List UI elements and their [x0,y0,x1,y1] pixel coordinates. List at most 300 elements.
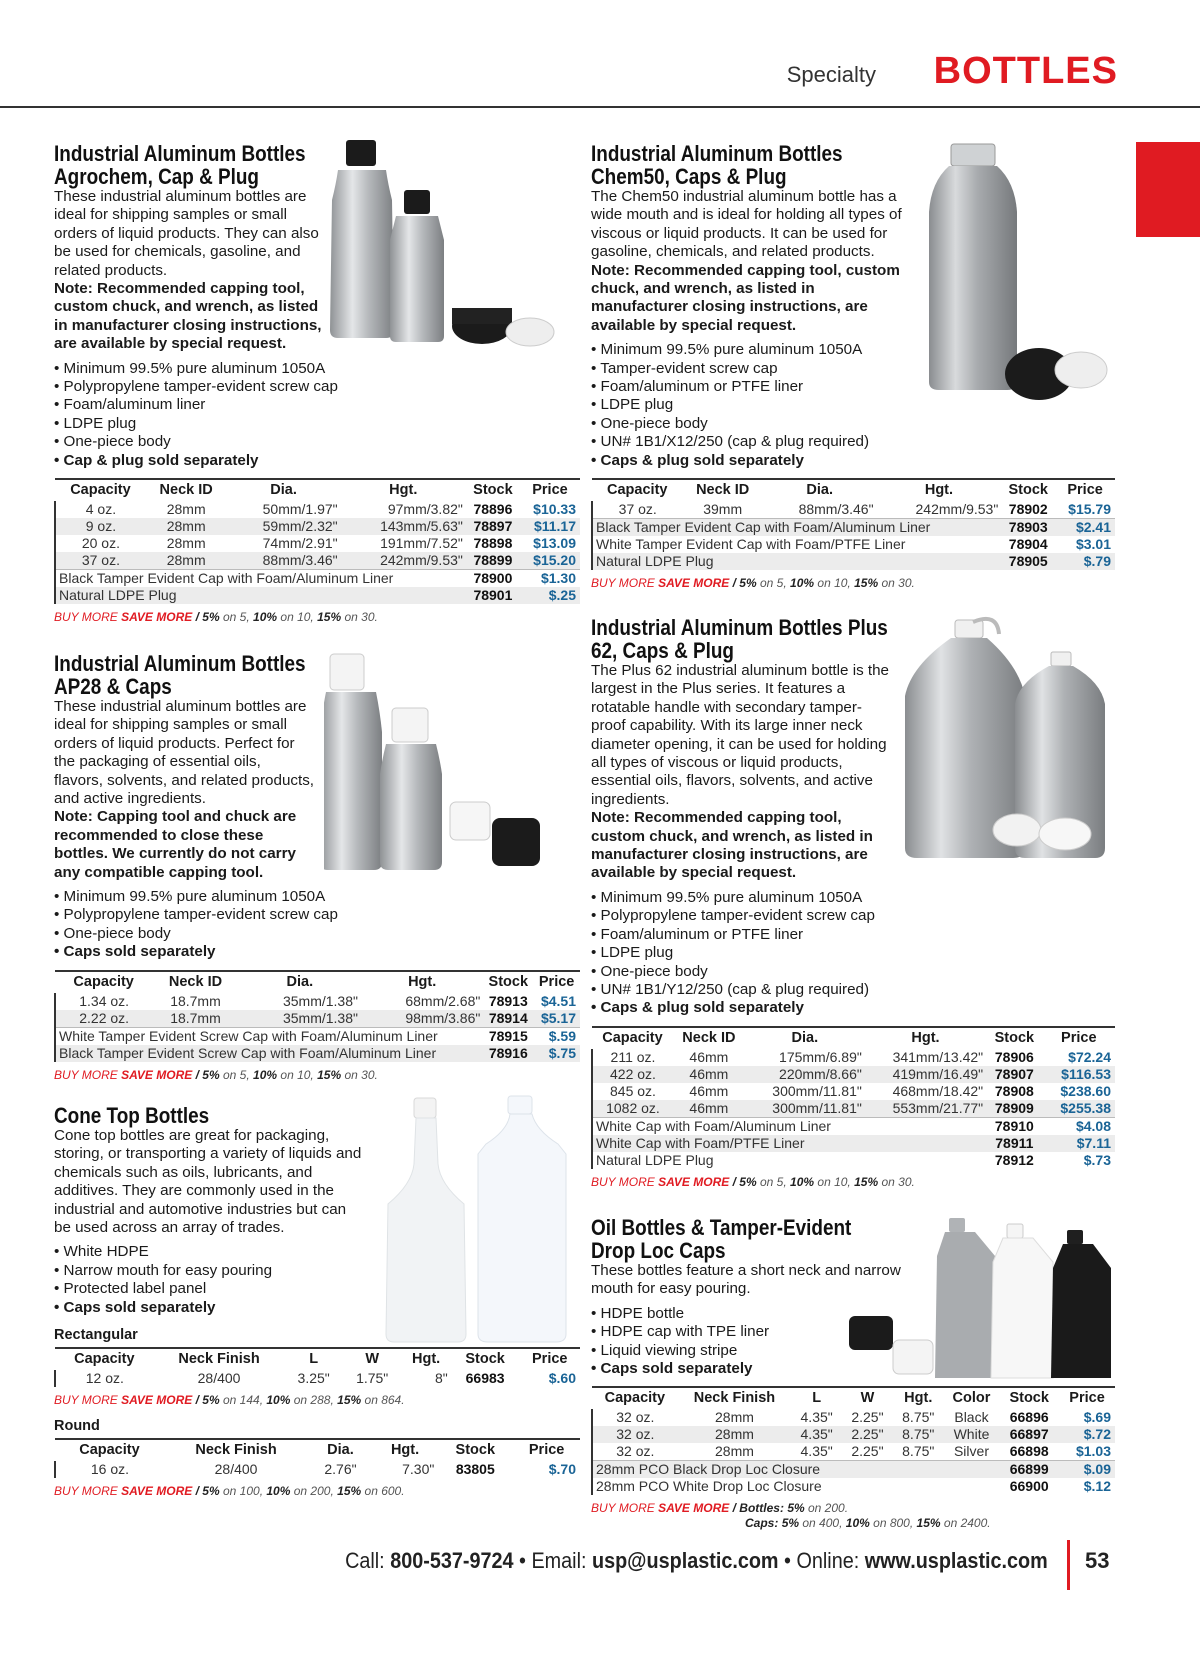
product-title: Cone Top Bottles [54,1103,210,1128]
feature-list [54,360,354,470]
table-row [55,1461,580,1478]
website-link[interactable]: www.usplastic.com [864,1548,1048,1573]
table-cell: 242mm/9.53" [877,501,1002,519]
table-cell: 59mm/2.32" [226,518,340,535]
table-row [592,1461,1115,1479]
feature-item: • Narrow mouth for easy pouring [54,1262,580,1280]
feature-item: • Caps sold separately [54,1299,580,1317]
table-cell: 46mm [673,1049,745,1066]
feature-item: • Polypropylene tamper-evident screw cap [591,907,1115,925]
table-cell: 4 oz. [55,501,146,518]
contact-info [345,1548,1048,1574]
feature-item: • Protected label panel [54,1280,580,1298]
feature-list [591,889,1115,1018]
col-dia: Dia. [763,479,877,501]
col-stock: Stock [1001,479,1055,501]
feature-item: • Caps & plug sold separately [591,999,1115,1017]
spec-table [591,1026,1115,1169]
table-cell: 175mm/6.89" [745,1049,865,1066]
col-stock: Stock [451,1348,520,1370]
table-cell: 37 oz. [592,501,683,519]
volume-discount: BUY MORE SAVE MORE / Bottles: 5% on 200. Caps: 5% on 400, 10% on 800, 15% on 2400. [591,1501,991,1531]
table-cell: $4.08 [1043,1117,1115,1135]
col-hgt: Hgt. [401,1348,450,1370]
table-cell: 2.76" [308,1461,373,1478]
table-cell: 1.75" [343,1370,402,1387]
table-cell: 2.25" [842,1409,893,1426]
table-cell: 4.35" [791,1443,842,1461]
email-link[interactable]: usp@usplastic.com [592,1548,779,1573]
product-agrochem [54,142,580,652]
table-row [592,553,1115,570]
table-cell: White Cap with Foam/PTFE Liner [592,1135,986,1152]
spec-table [591,1386,1115,1495]
volume-discount: BUY MORE SAVE MORE / 5% on 144, 10% on 288, 15% on 864. [54,1393,405,1408]
table-cell: 78908 [986,1083,1042,1100]
feature-item: • Caps & plug sold separately [591,452,1115,470]
table-cell: $13.09 [520,535,580,552]
footer-divider [1067,1540,1070,1590]
table-cell: $.79 [1055,553,1115,570]
product-note: Note: Recommended capping tool, custom chuck, and wrench, as listed in manufacturer closing instructions, are available by special request. [591,809,873,882]
table-row [55,518,580,535]
page-footer [0,1548,1200,1608]
table-cell: 28mm PCO Black Drop Loc Closure [592,1461,999,1479]
table-cell: 300mm/11.81" [745,1083,865,1100]
table-cell: 191mm/7.52" [341,535,466,552]
spec-table [54,1347,580,1387]
table-row [55,1027,580,1045]
table-row [592,501,1115,519]
product-plus62 [591,616,1115,1216]
table-cell: 88mm/3.46" [226,552,340,570]
table-cell: Natural LDPE Plug [592,1152,986,1169]
table-cell: 78909 [986,1100,1042,1118]
table-cell: Silver [944,1443,1000,1461]
col-neck-finish: Neck Finish [164,1439,308,1461]
table-cell: 8.75" [893,1409,944,1426]
col-color: Color [944,1387,1000,1409]
product-description: The Chem50 industrial aluminum bottle has a wide mouth and is ideal for holding all types of viscous or liquid products. It can be used for gasoline, chemicals, and related products. [591,188,902,261]
product-description: Cone top bottles are great for packaging, storing, or transporting a variety of liquids and chemicals such as oils, lubricants, and additives. They are commonly used in the industrial and automotive industries but can be used across an array of trades. [54,1127,362,1237]
table-cell: $1.03 [1059,1443,1115,1461]
table-cell: 4.35" [791,1409,842,1426]
table-cell: 1.34 oz. [55,993,152,1010]
table-cell: 78900 [466,570,520,588]
table-cell: 300mm/11.81" [745,1100,865,1118]
table-cell: $2.41 [1055,519,1115,537]
table-cell: 78906 [986,1049,1042,1066]
product-note: Note: Recommended capping tool, custom chuck, and wrench, as listed in manufacturer closing instructions, are available by special request. [591,261,900,334]
table-cell: $15.79 [1055,501,1115,519]
volume-discount: BUY MORE SAVE MORE / 5% on 5, 10% on 10, 15% on 30. [54,1067,378,1082]
table-row [592,536,1115,553]
col-price: Price [1059,1387,1115,1409]
volume-discount: BUY MORE SAVE MORE / 5% on 5, 10% on 10, 15% on 30. [591,1174,915,1189]
table-cell: 8.75" [893,1443,944,1461]
table-cell: Natural LDPE Plug [592,553,1001,570]
col-dia: Dia. [239,971,361,993]
col-neck-id: Neck ID [152,971,238,993]
table-cell: 78905 [1001,553,1055,570]
table-cell: $116.53 [1043,1066,1115,1083]
feature-item: • Caps sold separately [54,943,580,961]
table-cell: 28mm [678,1409,792,1426]
table-cell: 78901 [466,587,520,604]
table-cell: 66983 [451,1370,520,1387]
col-capacity: Capacity [55,1439,164,1461]
table-row [592,1426,1115,1443]
header-rule [0,106,1200,108]
col-neck-finish: Neck Finish [678,1387,792,1409]
product-title: Industrial Aluminum Bottles Agrochem, Cap & Plug [54,141,306,189]
table-cell: 4.35" [791,1426,842,1443]
col-neck-id: Neck ID [683,479,763,501]
col-price: Price [520,1348,580,1370]
col-hgt: Hgt. [361,971,483,993]
table-cell: $.69 [1059,1409,1115,1426]
volume-discount: BUY MORE SAVE MORE / 5% on 5, 10% on 10, 15% on 30. [591,576,915,591]
table-row [592,1066,1115,1083]
table-cell: $1.30 [520,570,580,588]
feature-item: • UN# 1B1/Y12/250 (cap & plug required) [591,981,1115,999]
table-cell: 8" [401,1370,450,1387]
col-capacity: Capacity [55,971,152,993]
table-cell: $72.24 [1043,1049,1115,1066]
feature-item: • Foam/aluminum or PTFE liner [591,926,1115,944]
table-cell: $10.33 [520,501,580,518]
table-cell: 211 oz. [592,1049,673,1066]
online-label: • Online: [784,1548,860,1573]
table-cell: $11.17 [520,518,580,535]
table-row [55,501,580,518]
cone-top-bottles-image [378,1094,578,1344]
feature-item: • Minimum 99.5% pure aluminum 1050A [591,889,1115,907]
table-cell: Black Tamper Evident Screw Cap with Foam/Aluminum Liner [55,1045,483,1062]
table-cell: 78903 [1001,519,1055,537]
phone-number[interactable]: 800-537-9724 [390,1548,514,1573]
spec-table [54,970,580,1062]
volume-discount: BUY MORE SAVE MORE / 5% on 100, 10% on 200, 15% on 600. [54,1484,405,1499]
table-cell: 1082 oz. [592,1100,673,1118]
right-column [591,142,1115,1531]
table-cell: White Tamper Evident Cap with Foam/PTFE Liner [592,536,1001,553]
product-ap28 [54,652,580,1104]
feature-item: • Tamper-evident screw cap [591,360,1115,378]
table-cell: White Tamper Evident Screw Cap with Foam/Aluminum Liner [55,1027,483,1045]
table-cell: 46mm [673,1066,745,1083]
table-cell: 28mm PCO White Drop Loc Closure [592,1478,999,1495]
feature-item: • Minimum 99.5% pure aluminum 1050A [54,360,354,378]
table-cell: 2.25" [842,1426,893,1443]
product-description: These industrial aluminum bottles are ideal for shipping samples or small orders of liquid products. Perfect for the packaging of essential oils, flavors, solvents, and related products, and active ingredients. [54,698,315,808]
table-cell: 74mm/2.91" [226,535,340,552]
col-dia: Dia. [745,1027,865,1049]
col-capacity: Capacity [592,1387,678,1409]
table-cell: 3.25" [284,1370,343,1387]
table-row [592,1409,1115,1426]
col-stock: Stock [999,1387,1059,1409]
feature-item: • LDPE plug [54,415,354,433]
table-cell: $3.01 [1055,536,1115,553]
table-cell: $.70 [513,1461,580,1478]
table-cell: 553mm/21.77" [865,1100,986,1118]
table-cell: 78916 [483,1045,533,1062]
table-cell: 28mm [146,501,227,518]
table-cell: 66897 [999,1426,1059,1443]
table-cell: 28/400 [154,1370,285,1387]
table-cell: 78911 [986,1135,1042,1152]
table-cell: 66899 [999,1461,1059,1479]
table-cell: White [944,1426,1000,1443]
product-cone-top [54,1104,580,1499]
table-row [592,519,1115,537]
table-cell: 28mm [146,518,227,535]
feature-item: • Polypropylene tamper-evident screw cap [54,906,580,924]
table-cell: 68mm/2.68" [361,993,483,1010]
feature-item: • One-piece body [591,963,1115,981]
table-cell: Black Tamper Evident Cap with Foam/Aluminum Liner [55,570,466,588]
product-note: Note: Capping tool and chuck are recommended to close these bottles. We currently do not carry any compatible capping tool. [54,808,297,881]
table-cell: 28mm [146,535,227,552]
table-cell: 88mm/3.46" [763,501,877,519]
col-dia: Dia. [226,479,340,501]
table-cell: 78897 [466,518,520,535]
spec-table [591,478,1115,570]
section-title: BOTTLES [933,50,1118,92]
table-row [55,993,580,1010]
table-cell: 37 oz. [55,552,146,570]
table-row [592,1100,1115,1118]
table-row [55,552,580,570]
table-cell: 78899 [466,552,520,570]
table-cell: 422 oz. [592,1066,673,1083]
feature-item: • Caps sold separately [591,1360,1115,1378]
table-cell: 220mm/8.66" [745,1066,865,1083]
table-cell: $.09 [1059,1461,1115,1479]
col-neck-id: Neck ID [673,1027,745,1049]
table-cell: 98mm/3.86" [361,1010,483,1028]
feature-item: • Foam/aluminum liner [54,396,354,414]
aluminum-bottles-image [324,652,574,882]
col-hgt: Hgt. [865,1027,986,1049]
feature-item: • Foam/aluminum or PTFE liner [591,378,1115,396]
table-cell: $.25 [520,587,580,604]
product-description: The Plus 62 industrial aluminum bottle is the largest in the Plus series. It features a rotatable handle with secondary tamper-proof capability. With its large inner neck diameter opening, it can be used for holding all types of viscous or liquid products, essential oils, flavors, solvents, and active ingredients. [591,662,889,808]
table-cell: 12 oz. [55,1370,154,1387]
table-cell: Black Tamper Evident Cap with Foam/Aluminum Liner [592,519,1001,537]
subhead-round: Round [54,1418,100,1435]
spec-table [54,478,580,604]
email-label: • Email: [519,1548,587,1573]
feature-item: • Polypropylene tamper-evident screw cap [54,378,354,396]
table-cell: 7.30" [373,1461,438,1478]
table-cell: 78902 [1001,501,1055,519]
table-cell: 39mm [683,501,763,519]
oil-bottles-image [845,1216,1115,1382]
section-tab [1136,142,1200,237]
product-title: Industrial Aluminum Bottles Chem50, Caps & Plug [591,141,843,189]
table-cell: $.75 [533,1045,580,1062]
table-cell: 18.7mm [152,993,238,1010]
aluminum-jug-image [901,616,1115,866]
col-l: L [791,1387,842,1409]
feature-item: • One-piece body [54,925,580,943]
spec-table [54,1438,580,1478]
category-label: Specialty [786,62,876,87]
feature-item: • HDPE cap with TPE liner [591,1323,1115,1341]
table-cell: 9 oz. [55,518,146,535]
table-cell: 28mm [678,1443,792,1461]
feature-item: • Minimum 99.5% pure aluminum 1050A [591,341,1115,359]
table-cell: $.60 [520,1370,580,1387]
product-note: Note: Recommended capping tool, custom chuck, and wrench, as listed in manufacturer closing instructions, are available by special request. [54,280,322,353]
table-cell: 66898 [999,1443,1059,1461]
product-description: These bottles feature a short neck and narrow mouth for easy pouring. [591,1262,901,1298]
col-hgt: Hgt. [373,1439,438,1461]
table-cell: 78914 [483,1010,533,1028]
page-number: 53 [1085,1548,1110,1573]
table-cell: 78910 [986,1117,1042,1135]
table-cell: 32 oz. [592,1409,678,1426]
table-cell: 66900 [999,1478,1059,1495]
table-cell: 66896 [999,1409,1059,1426]
table-row [55,570,580,588]
volume-discount: BUY MORE SAVE MORE / 5% on 5, 10% on 10, 15% on 30. [54,610,378,625]
col-capacity: Capacity [55,1348,154,1370]
feature-item: • One-piece body [591,415,1115,433]
col-price: Price [533,971,580,993]
col-w: W [842,1387,893,1409]
table-row [55,587,580,604]
col-stock: Stock [986,1027,1042,1049]
table-cell: 143mm/5.63" [341,518,466,535]
col-neck-id: Neck ID [146,479,227,501]
table-cell: 468mm/18.42" [865,1083,986,1100]
col-stock: Stock [466,479,520,501]
table-cell: 78915 [483,1027,533,1045]
table-row [592,1478,1115,1495]
feature-item: • One-piece body [54,433,354,451]
feature-list [54,888,580,962]
col-price: Price [1055,479,1115,501]
col-capacity: Capacity [592,479,683,501]
table-cell: 341mm/13.42" [865,1049,986,1066]
table-cell: 28mm [146,552,227,570]
table-cell: $7.11 [1043,1135,1115,1152]
table-cell: 16 oz. [55,1461,164,1478]
table-row [592,1049,1115,1066]
table-cell: $5.17 [533,1010,580,1028]
table-cell: $.59 [533,1027,580,1045]
feature-item: • Minimum 99.5% pure aluminum 1050A [54,888,580,906]
table-cell: $.73 [1043,1152,1115,1169]
table-cell: Black [944,1409,1000,1426]
table-cell: Natural LDPE Plug [55,587,466,604]
table-row [55,1045,580,1062]
col-neck-finish: Neck Finish [154,1348,285,1370]
table-cell: $238.60 [1043,1083,1115,1100]
col-dia: Dia. [308,1439,373,1461]
aluminum-bottle-image [921,142,1111,412]
table-cell: $.12 [1059,1478,1115,1495]
table-cell: $15.20 [520,552,580,570]
table-cell: 50mm/1.97" [226,501,340,518]
table-cell: 28mm [678,1426,792,1443]
table-cell: 2.22 oz. [55,1010,152,1028]
col-stock: Stock [483,971,533,993]
col-capacity: Capacity [592,1027,673,1049]
subhead-rectangular: Rectangular [54,1327,138,1344]
table-cell: 35mm/1.38" [239,993,361,1010]
table-row [592,1117,1115,1135]
table-cell: 20 oz. [55,535,146,552]
table-row [592,1152,1115,1169]
table-row [55,535,580,552]
table-cell: 78913 [483,993,533,1010]
feature-item: • White HDPE [54,1243,580,1261]
product-title: Industrial Aluminum Bottles Plus 62, Caps & Plug [591,615,888,663]
col-hgt: Hgt. [893,1387,944,1409]
col-price: Price [1043,1027,1115,1049]
product-title: Oil Bottles & Tamper-Evident Drop Loc Caps [591,1215,852,1263]
table-cell: 845 oz. [592,1083,673,1100]
feature-item: • UN# 1B1/X12/250 (cap & plug required) [591,433,1115,451]
table-cell: 97mm/3.82" [341,501,466,518]
table-row [592,1443,1115,1461]
table-cell: $.72 [1059,1426,1115,1443]
table-cell: 32 oz. [592,1426,678,1443]
table-row [55,1010,580,1028]
product-title: Industrial Aluminum Bottles AP28 & Caps [54,651,306,699]
table-cell: 2.25" [842,1443,893,1461]
col-l: L [284,1348,343,1370]
product-chem50 [591,142,1115,616]
table-cell: 78896 [466,501,520,518]
table-row [592,1135,1115,1152]
table-cell: 32 oz. [592,1443,678,1461]
col-price: Price [513,1439,580,1461]
aluminum-bottles-image [324,140,574,370]
col-price: Price [520,479,580,501]
table-cell: 242mm/9.53" [341,552,466,570]
call-label: Call: [345,1548,385,1573]
col-hgt: Hgt. [877,479,1002,501]
table-cell: 78912 [986,1152,1042,1169]
table-row [592,1083,1115,1100]
table-cell: 419mm/16.49" [865,1066,986,1083]
feature-item: • LDPE plug [591,396,1115,414]
feature-item: • Cap & plug sold separately [54,452,354,470]
col-capacity: Capacity [55,479,146,501]
table-row [55,1370,580,1387]
table-cell: $255.38 [1043,1100,1115,1118]
table-cell: 18.7mm [152,1010,238,1028]
page-header [0,0,1200,108]
table-cell: $4.51 [533,993,580,1010]
table-cell: 78898 [466,535,520,552]
table-cell: 83805 [437,1461,513,1478]
table-cell: 78904 [1001,536,1055,553]
table-cell: White Cap with Foam/Aluminum Liner [592,1117,986,1135]
table-cell: 78907 [986,1066,1042,1083]
col-hgt: Hgt. [341,479,466,501]
feature-item: • LDPE plug [591,944,1115,962]
table-cell: 28/400 [164,1461,308,1478]
table-cell: 46mm [673,1100,745,1118]
product-oil-bottles [591,1216,1115,1531]
feature-item: • Liquid viewing stripe [591,1342,1115,1360]
